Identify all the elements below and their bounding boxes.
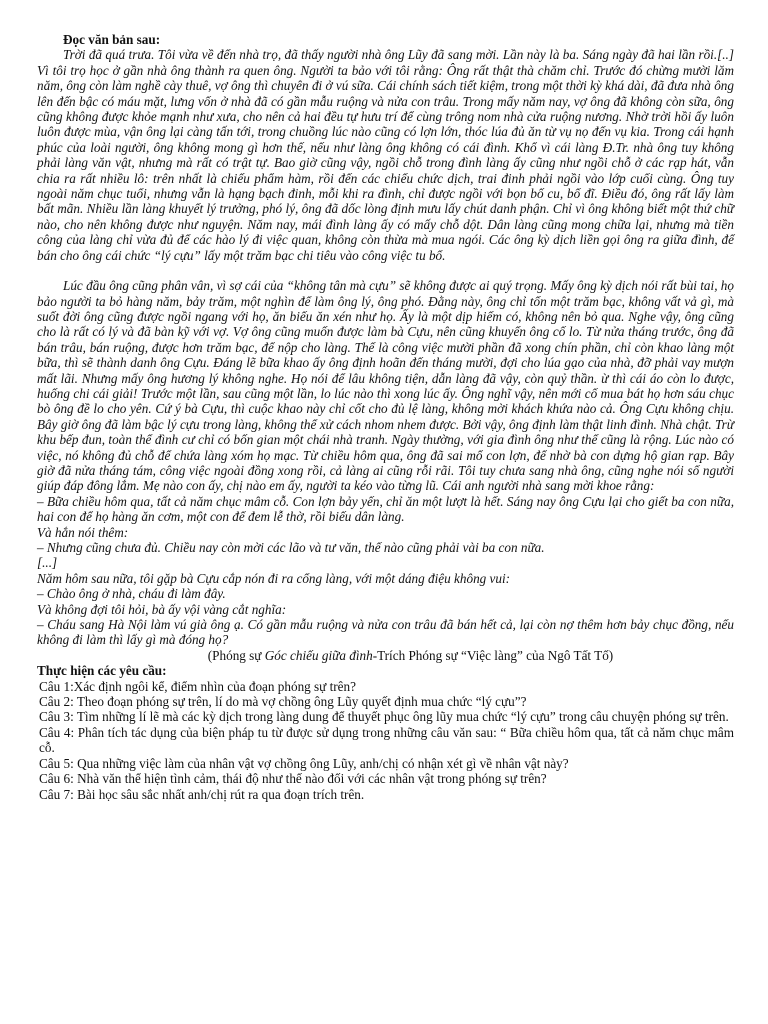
source-citation [87, 648, 734, 663]
question-3: Câu 3: Tìm những lí lẽ mà các kỳ dịch trong làng dung để thuyết phục ông lũy mua chức “lý cựu” trong câu chuyện phóng sự trên. [39, 709, 729, 725]
requirements-heading: Thực hiện các yêu cầu: [37, 663, 167, 679]
dialogue-line: Và không đợi tôi hỏi, bà ấy vội vàng cắt nghĩa: [37, 601, 287, 617]
dialogue-line: – Bữa chiều hôm qua, tất cả năm chục mâm cỗ. Con lợn bảy yến, chỉ ăn một lượt là hết. Sáng nay ông Cựu lại cho giết ba con nữa, hai con để họ hàng ăn cơm, một con để đem lễ thờ, rồi biếu dân làng. [37, 493, 734, 525]
source-suffix: -Trích Phóng sự “Việc làng” của Ngô Tất Tố) [372, 647, 614, 663]
question-2: Câu 2: Theo đoạn phóng sự trên, lí do mà vợ chồng ông Lũy quyết định mua chức “lý cựu”? [39, 694, 527, 710]
dialogue-line: Năm hôm sau nữa, tôi gặp bà Cựu cắp nón đi ra cổng làng, với một dáng điệu không vui: [37, 570, 511, 586]
question-6: Câu 6: Nhà văn thể hiện tình cảm, thái độ như thế nào đối với các nhân vật trong phóng sự trên? [39, 771, 547, 787]
source-prefix: (Phóng sự [207, 647, 265, 663]
question-7: Câu 7: Bài học sâu sắc nhất anh/chị rút ra qua đoạn trích trên. [39, 786, 365, 802]
question-4: Câu 4: Phân tích tác dụng của biện pháp tu từ được sử dụng trong những câu văn sau: “ Bữa chiều hôm qua, tất cả năm chục mâm cỗ. [39, 724, 734, 756]
passage-paragraph-2: Lúc đầu ông cũng phân vân, vì sợ cái của “không tân mà cựu” sẽ không được ai quý trọng. Mấy ông kỳ dịch nói rất bùi tai, họ bảo người ta bỏ hàng năm, bảy trăm, một nghìn để làm ông lý, ông phó. Đằng này, ông chỉ tốn một trăm bạc, không vất vả gì, mà suốt đời ông cũng được ngồi ngang với họ, ăn biếu ăn xén như họ. Ấy là một dịp hiếm có, không nên bỏ qua. Nghe vậy, ông cũng cho là rất có lý và đã bàn kỹ với vợ. Vợ ông cũng muốn được làm bà Cựu, nên cũng khuyến ông cố lo. Từ nửa tháng trước, ông đã bán trâu, bán ruộng, được hơn trăm bạc, để nộp cho làng. Thế là công việc mười phần đã xong chín phần, chỉ còn khao làng một bữa, thì sẽ thành danh ông Cựu. Đáng lẽ bữa khao ấy ông định hoãn đến tháng mười, đợi cho lúa gạo của nhà, đỡ phải vay mượn mất lãi. Nhưng mấy ông hương lý không nghe. Họ nói để lâu không tiện, dẫn làng đã vậy, còn quỷ thần. ừ thì cái áo còn lo được, huống chi cái giải! Trước một lần, sau cũng một lần, lo lúc nào thì xong lúc ấy. Ông nghĩ vậy, nên mới cố mua bát họ hơn sáu chục bò ông đề lo cho yên. Cứ ý bà Cựu, thì cuộc khao này chỉ cốt cho đủ lệ làng, không mời khách khứa nào cả. Ông Cựu không chịu. Bây giờ ông đã làm bậc lý cựu trong làng, không thể xử cách nhom nhem được. Bởi vậy, ông định làm thật linh đình. Nhà chật. Trừ khu bếp đun, toàn thể đình cư chỉ có bốn gian một chái nhà tranh. Ngày thường, với gia đình ông như thế cũng là rộng. Lúc nào có việc, nó không đủ chỗ để chứa làng xóm họ mạc. Từ chiều hôm qua, ông đã sai mổ con lợn, để nhờ bà con dựng hộ gian rạp. Bây giờ đã nửa tháng tám, công việc ngoài đồng xong rồi, cả làng ai cũng rỗi rãi. Tôi tuy chưa sang nhà ông, cũng nghe nói số người giúp đáp đông lắm. Mẹ nào con ấy, chị nào em ấy, người ta kéo vào từng lũ. Cái anh người nhà sang mời khoe rằng: [37, 278, 734, 494]
dialogue-line: – Chào ông ở nhà, cháu đi làm đây. [37, 586, 226, 602]
paragraph-gap [37, 263, 734, 278]
dialogue-line: Và hắn nói thêm: [37, 524, 129, 540]
ellipsis-marker: [...] [37, 555, 58, 571]
source-title: Góc chiếu giữa đình [264, 647, 373, 663]
dialogue-line: – Nhưng cũng chưa đủ. Chiều nay còn mời các lão và tư văn, thế nào cũng phải vài ba con nữa. [37, 540, 545, 555]
question-5: Câu 5: Qua những việc làm của nhân vật vợ chồng ông Lũy, anh/chị có nhận xét gì về nhân vật này? [39, 755, 569, 771]
passage-paragraph-1: Trời đã quá trưa. Tôi vừa về đến nhà trọ, đã thấy người nhà ông Lũy đã sang mời. Lần này là ba. Sáng ngày đã hai lần rồi.[..] Vì tôi trọ học ở gần nhà ông thành ra quen ông. Người ta bảo với tôi rằng: Ông rất thật thà chăm chỉ. Trước đó chừng mười lăm năm, ông còn làm nghề cày thuê, vợ ông thì chuyên đi ở vú sữa. Cái chính sách tiết kiệm, trong một thời kỳ khá dài, đã đưa nhà ông lên đến bậc có máu mặt, lưng vốn ở nhà đã có gần mẫu ruộng và nửa con trâu. Trong mấy năm nay, vợ ông đã không còn sữa, ông cũng không được khỏe mạnh như xưa, cho nên cả hai đều tự hưu trí để cùng trông nom nhà cửa ruộng nương. Nhờ trời hồi ấy luôn luôn được mùa, vận ông lại càng tấn tới, trong chuồng lúc nào cũng có lợn lớn, thóc lúa đủ ăn từ vụ nọ đến vụ kia. Trong cái hạnh phúc của loài người, ông không mong gì hơn thế, nếu như làng ông không có cái đình. Khổ vì cái làng Đ.Tr. nhà ông tuy không phải làng văn vật, nhưng mà rất có trật tự. Bao giờ cũng vậy, ngồi chỗ trong đình làng ấy cũng như ngồi chỗ ở các rạp hát, vẫn chia ra rất nhiều lô: trên nhất là chiếu phẩm hàm, rồi đến các chiếu chức dịch, trai đinh phải ngồi vào lớp cuối cùng. Ông tuy ngoài năm chục tuổi, nhưng vẫn là hạng bạch đinh, mỗi khi ra đình, chỉ được ngồi với bọn bố cu, bố đĩ. Điều đó, ông rất lấy làm bất mãn. Nhiều lần làng khuyết lý trưởng, phó lý, ông đã dốc lòng định mưu lấy chút danh phận. Chỉ vì ông không biết một thứ chữ nào, cho nên không được như nguyện. Năm nay, mái đình làng ấy có mấy chỗ dột. Dân làng cũng mong chữa lại, nhưng mà tiền công của làng chỉ vừa đủ để các hào lý đi việc quan, không còn thừa mà mua ngói. Các ông kỳ dịch liền gọi ông ra giữa đình, để bán cho ông cái chức “lý cựu” lấy một trăm bạc chi tiêu vào công việc tu bổ. [37, 47, 734, 263]
dialogue-line: – Cháu sang Hà Nội làm vú già ông ạ. Có gần mẫu ruộng và nửa con trâu đã bán hết cả, lại còn nợ thêm hơn bảy chục đồng, nếu không đi làm thì lấy gì mà đóng họ? [37, 617, 734, 648]
reading-heading: Đọc văn bản sau: [63, 32, 161, 47]
question-1: Câu 1:Xác định ngôi kể, điểm nhìn của đoạn phóng sự trên? [39, 678, 356, 694]
